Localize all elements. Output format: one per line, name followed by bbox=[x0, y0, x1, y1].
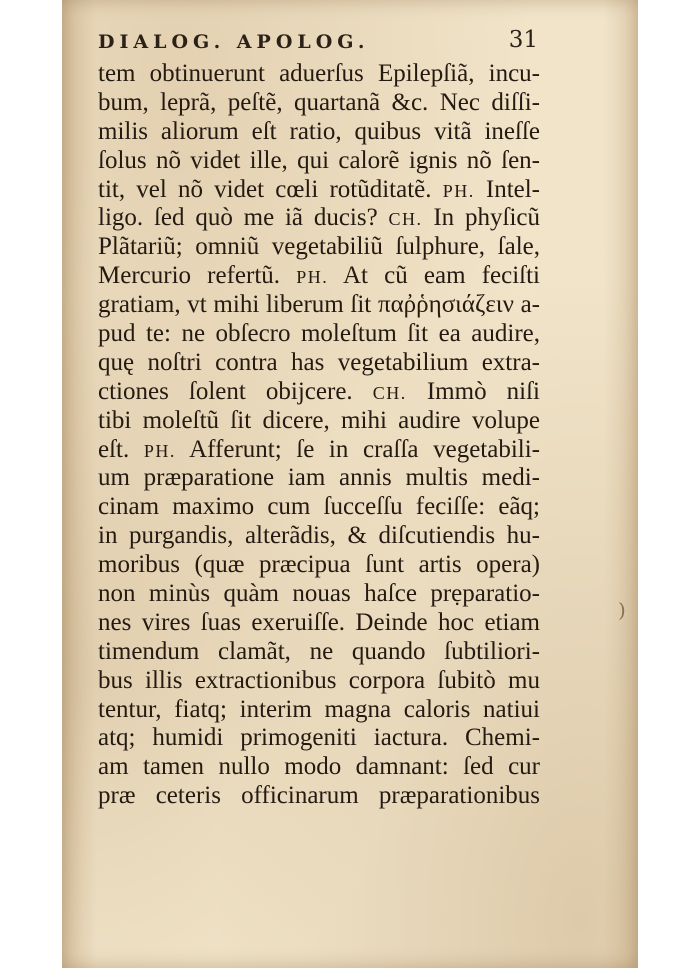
text-segment: am tamen nullo modo damnant: ſed cur bbox=[98, 753, 540, 781]
text-segment: quę noſtri contra has vegetabilium extra- bbox=[98, 348, 540, 376]
text-segment: Afferunt; ſe in craſſa vegetabili- bbox=[175, 435, 540, 463]
text-segment: bum, leprã, peſtẽ, quartanã &c. Nec diſſi- bbox=[98, 88, 540, 116]
text-line bbox=[98, 724, 540, 753]
text-line bbox=[98, 638, 540, 667]
text-segment: In phyſicũ bbox=[422, 204, 540, 232]
text-line bbox=[98, 696, 540, 725]
text-segment: moribus (quæ præcipua ſunt artis opera) bbox=[98, 551, 540, 579]
text-line bbox=[98, 349, 540, 378]
text-segment: præ ceteris officinarum præparationibus bbox=[98, 782, 540, 810]
text-line bbox=[98, 147, 540, 176]
text-line bbox=[98, 176, 540, 205]
body-text bbox=[98, 60, 540, 811]
page-number: 31 bbox=[508, 27, 538, 53]
text-line bbox=[98, 522, 540, 551]
text-segment: tem obtinuerunt aduerſus Epilepſiã, incu- bbox=[98, 60, 540, 87]
page-header bbox=[98, 27, 538, 57]
text-segment: Immò niſi bbox=[406, 377, 540, 405]
text-segment: cinam maximo cum ſucceſſu feciſſe: eãq; bbox=[98, 493, 540, 521]
text-segment: tentur, fiatq; interim magna caloris natiui bbox=[98, 695, 540, 723]
text-segment: nes vires ſuas exeruiſſe. Deinde hoc etiam bbox=[98, 608, 540, 636]
text-line bbox=[98, 233, 540, 262]
text-line bbox=[98, 378, 540, 407]
text-segment: in purgandis, alterãdis, & diſcutiendis hu- bbox=[98, 522, 540, 550]
text-line bbox=[98, 464, 540, 493]
text-line bbox=[98, 291, 540, 320]
text-line bbox=[98, 262, 540, 291]
text-line bbox=[98, 551, 540, 580]
text-segment: tit, vel nõ videt cœli rotũditatẽ. bbox=[98, 175, 443, 203]
text-segment: pud te: ne obſecro moleſtum ſit ea audire, bbox=[98, 320, 540, 348]
text-segment: At cũ eam feciſti bbox=[328, 262, 540, 290]
text-line bbox=[98, 493, 540, 522]
text-segment: Plãtariũ; omniũ vegetabiliũ ſulphure, ſale, bbox=[98, 233, 540, 261]
speaker-label: CH. bbox=[372, 382, 407, 403]
text-line bbox=[98, 609, 540, 638]
text-segment: timendum clamãt, ne quando ſubtiliori- bbox=[98, 637, 540, 665]
text-segment: eſt. bbox=[98, 435, 144, 463]
text-segment: ſolus nõ videt ille, qui calorẽ ignis nõ ſen- bbox=[98, 146, 540, 174]
text-segment: ligo. ſed quò me iã ducis? bbox=[98, 204, 389, 232]
text-segment: non minùs quàm nouas haſce prẹparatio- bbox=[98, 580, 540, 608]
text-line bbox=[98, 204, 540, 233]
text-segment: gratiam, vt mihi liberum ſit παῤῥησιάζειν a- bbox=[98, 291, 540, 319]
text-line bbox=[98, 118, 540, 147]
text-segment: um præparatione iam annis multis medi- bbox=[98, 464, 540, 492]
speaker-label: PH. bbox=[442, 180, 475, 201]
text-line bbox=[98, 89, 540, 118]
speaker-label: CH. bbox=[388, 209, 423, 230]
text-segment: Mercurio refertũ. bbox=[98, 262, 297, 290]
text-line bbox=[98, 320, 540, 349]
text-line bbox=[98, 667, 540, 696]
text-segment: ctiones ſolent obijcere. bbox=[98, 377, 373, 405]
text-line bbox=[98, 753, 540, 782]
text-segment: tibi moleſtũ ſit dicere, mihi audire volupe bbox=[98, 406, 540, 434]
text-line bbox=[98, 782, 540, 811]
text-segment: Intel- bbox=[474, 175, 541, 203]
speaker-label: PH. bbox=[143, 440, 176, 461]
speaker-label: PH. bbox=[296, 267, 329, 288]
running-title: DIALOG. APOLOG. bbox=[98, 31, 370, 53]
text-line bbox=[98, 436, 540, 465]
text-line bbox=[98, 580, 540, 609]
text-segment: atq; humidi primogeniti iactura. Chemi- bbox=[98, 724, 540, 752]
text-line bbox=[98, 407, 540, 436]
text-line bbox=[98, 60, 540, 89]
text-segment: bus illis extractionibus corpora ſubitò mu bbox=[98, 666, 540, 694]
margin-mark: ) bbox=[618, 598, 626, 622]
text-segment: milis aliorum eſt ratio, quibus vitã ineſſe bbox=[98, 117, 540, 145]
